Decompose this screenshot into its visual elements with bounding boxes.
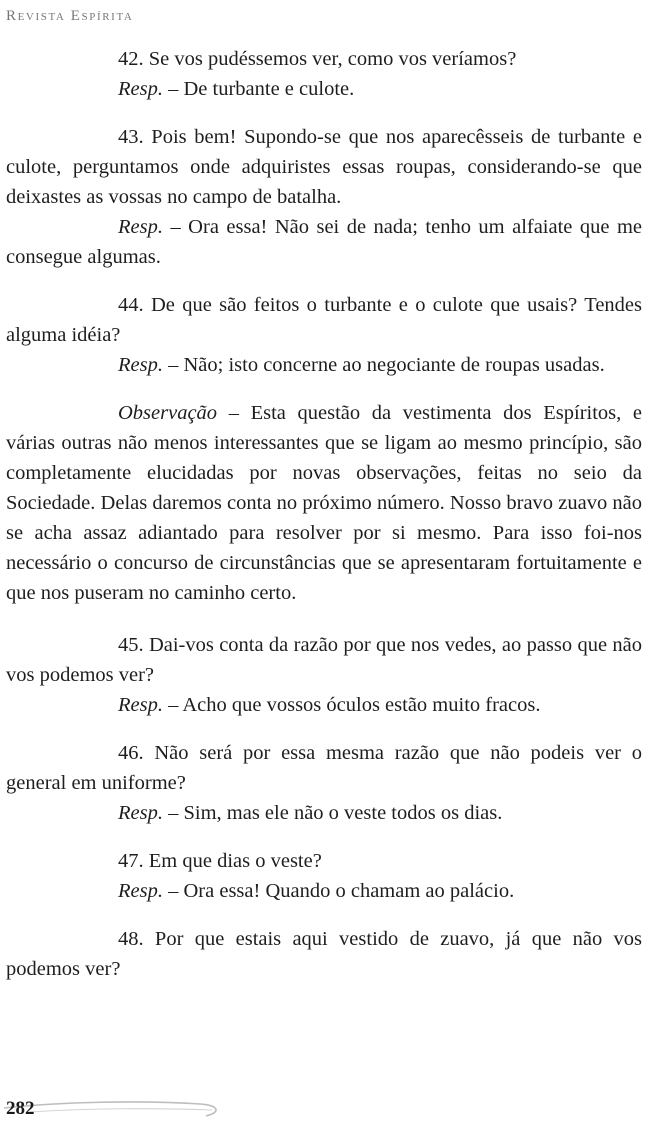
observation-text: – Esta questão da vestimenta dos Espíritos, e várias outras não menos interessantes que se ligam ao mesmo princípio, são completamente elucidadas por novas observações, feitas no seio da Sociedade. Delas daremos conta no próximo número. Nosso bravo zuavo não se acha assaz adiantado para resolver por si mesmo. Para isso foi-nos necessário o concurso de circunstâncias que se apresentaram fortuitamente e que nos puseram no caminho certo. <box>6 402 642 604</box>
question-45: 45. Dai-vos conta da razão por que nos vedes, ao passo que não vos podemos ver? <box>6 634 642 686</box>
answer-44 <box>6 350 642 380</box>
page-number: 282 <box>6 1098 35 1119</box>
answer-42 <box>6 74 642 104</box>
question-47: 47. Em que dias o veste? <box>118 850 322 872</box>
resp-label: Resp. <box>118 78 163 100</box>
question-46: 46. Não será por essa mesma razão que não podeis ver o general em uniforme? <box>6 742 642 794</box>
answer-text: – De turbante e culote. <box>162 78 355 100</box>
page-footer <box>0 1088 648 1124</box>
answer-text: – Ora essa! Não sei de nada; tenho um alfaiate que me consegue algumas. <box>6 216 642 268</box>
running-header: Revista Espírita <box>6 8 134 24</box>
resp-label: Resp. <box>118 802 163 824</box>
answer-text: – Ora essa! Quando o chamam ao palácio. <box>162 880 515 902</box>
resp-label: Resp. <box>118 216 163 238</box>
decorative-swoosh-icon <box>0 1088 230 1124</box>
question-44: 44. De que são feitos o turbante e o culote que usais? Tendes alguma idéia? <box>6 294 642 346</box>
question-43: 43. Pois bem! Supondo-se que nos aparecêsseis de turbante e culote, perguntamos onde adquiristes essas roupas, considerando-se que deixastes as vossas no campo de batalha. <box>6 126 642 208</box>
page-body <box>6 44 642 984</box>
resp-label: Resp. <box>118 694 163 716</box>
answer-43 <box>6 212 642 272</box>
answer-text: – Acho que vossos óculos estão muito fracos. <box>162 694 541 716</box>
answer-text: – Sim, mas ele não o veste todos os dias. <box>162 802 503 824</box>
answer-45 <box>6 690 642 720</box>
answer-47 <box>6 876 642 906</box>
question-48: 48. Por que estais aqui vestido de zuavo, já que não vos podemos ver? <box>6 928 642 980</box>
resp-label: Resp. <box>118 354 163 376</box>
question-42: 42. Se vos pudéssemos ver, como vos veríamos? <box>118 48 517 70</box>
answer-text: – Não; isto concerne ao negociante de roupas usadas. <box>162 354 605 376</box>
answer-46 <box>6 798 642 828</box>
observation-paragraph <box>6 398 642 608</box>
resp-label: Resp. <box>118 880 163 902</box>
observation-label: Observação <box>118 402 218 424</box>
